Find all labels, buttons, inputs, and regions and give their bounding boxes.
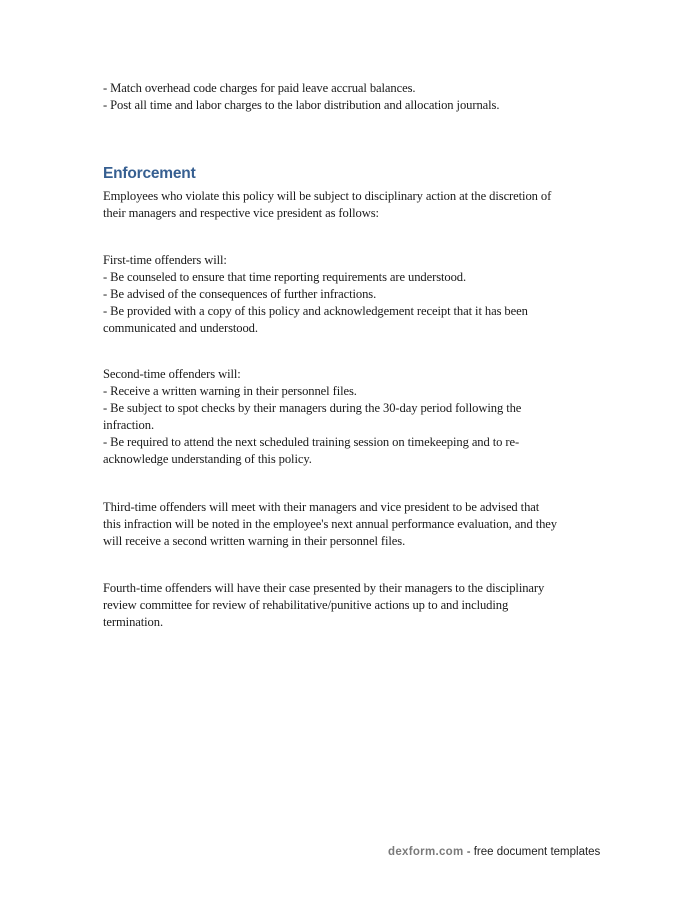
page-footer — [388, 846, 600, 858]
paragraph-line: this infraction will be noted in the employee's next annual performance evaluation, and they — [103, 517, 557, 531]
second-time-title: Second-time offenders will: — [103, 367, 241, 381]
third-time-offenders-paragraph — [103, 499, 593, 550]
bullet-item-continuation: infraction. — [103, 418, 155, 432]
paragraph-line: will receive a second written warning in their personnel files. — [103, 534, 406, 548]
second-time-offenders-section — [103, 366, 593, 468]
intro-bullet-list — [103, 80, 593, 114]
bullet-item: - Post all time and labor charges to the labor distribution and allocation journals. — [103, 98, 500, 112]
paragraph-line: review committee for review of rehabilitative/punitive actions up to and including — [103, 598, 509, 612]
bullet-item: - Be advised of the consequences of further infractions. — [103, 287, 377, 301]
bullet-item-continuation: acknowledge understanding of this policy. — [103, 452, 312, 466]
paragraph-line: Fourth-time offenders will have their case presented by their managers to the disciplinary — [103, 581, 545, 595]
paragraph-line: termination. — [103, 615, 164, 629]
bullet-item-continuation: communicated and understood. — [103, 321, 258, 335]
bullet-item: - Be counseled to ensure that time reporting requirements are understood. — [103, 270, 467, 284]
footer-brand-link[interactable]: dexform.com — [388, 846, 464, 858]
paragraph-line: their managers and respective vice president as follows: — [103, 206, 379, 220]
section-heading-enforcement: Enforcement — [103, 165, 196, 182]
bullet-item: - Match overhead code charges for paid leave accrual balances. — [103, 81, 416, 95]
first-time-offenders-section — [103, 252, 593, 337]
bullet-item: - Be required to attend the next scheduled training session on timekeeping and to re- — [103, 435, 520, 449]
bullet-item: - Receive a written warning in their personnel files. — [103, 384, 357, 398]
paragraph-line: Third-time offenders will meet with their managers and vice president to be advised that — [103, 500, 540, 514]
first-time-title: First-time offenders will: — [103, 253, 227, 267]
footer-tagline: - free document templates — [463, 846, 601, 858]
bullet-item: - Be provided with a copy of this policy and acknowledgement receipt that it has been — [103, 304, 528, 318]
bullet-item: - Be subject to spot checks by their managers during the 30-day period following the — [103, 401, 522, 415]
fourth-time-offenders-paragraph — [103, 580, 593, 631]
paragraph-line: Employees who violate this policy will be subject to disciplinary action at the discretion of — [103, 189, 552, 203]
enforcement-intro-paragraph — [103, 188, 593, 222]
